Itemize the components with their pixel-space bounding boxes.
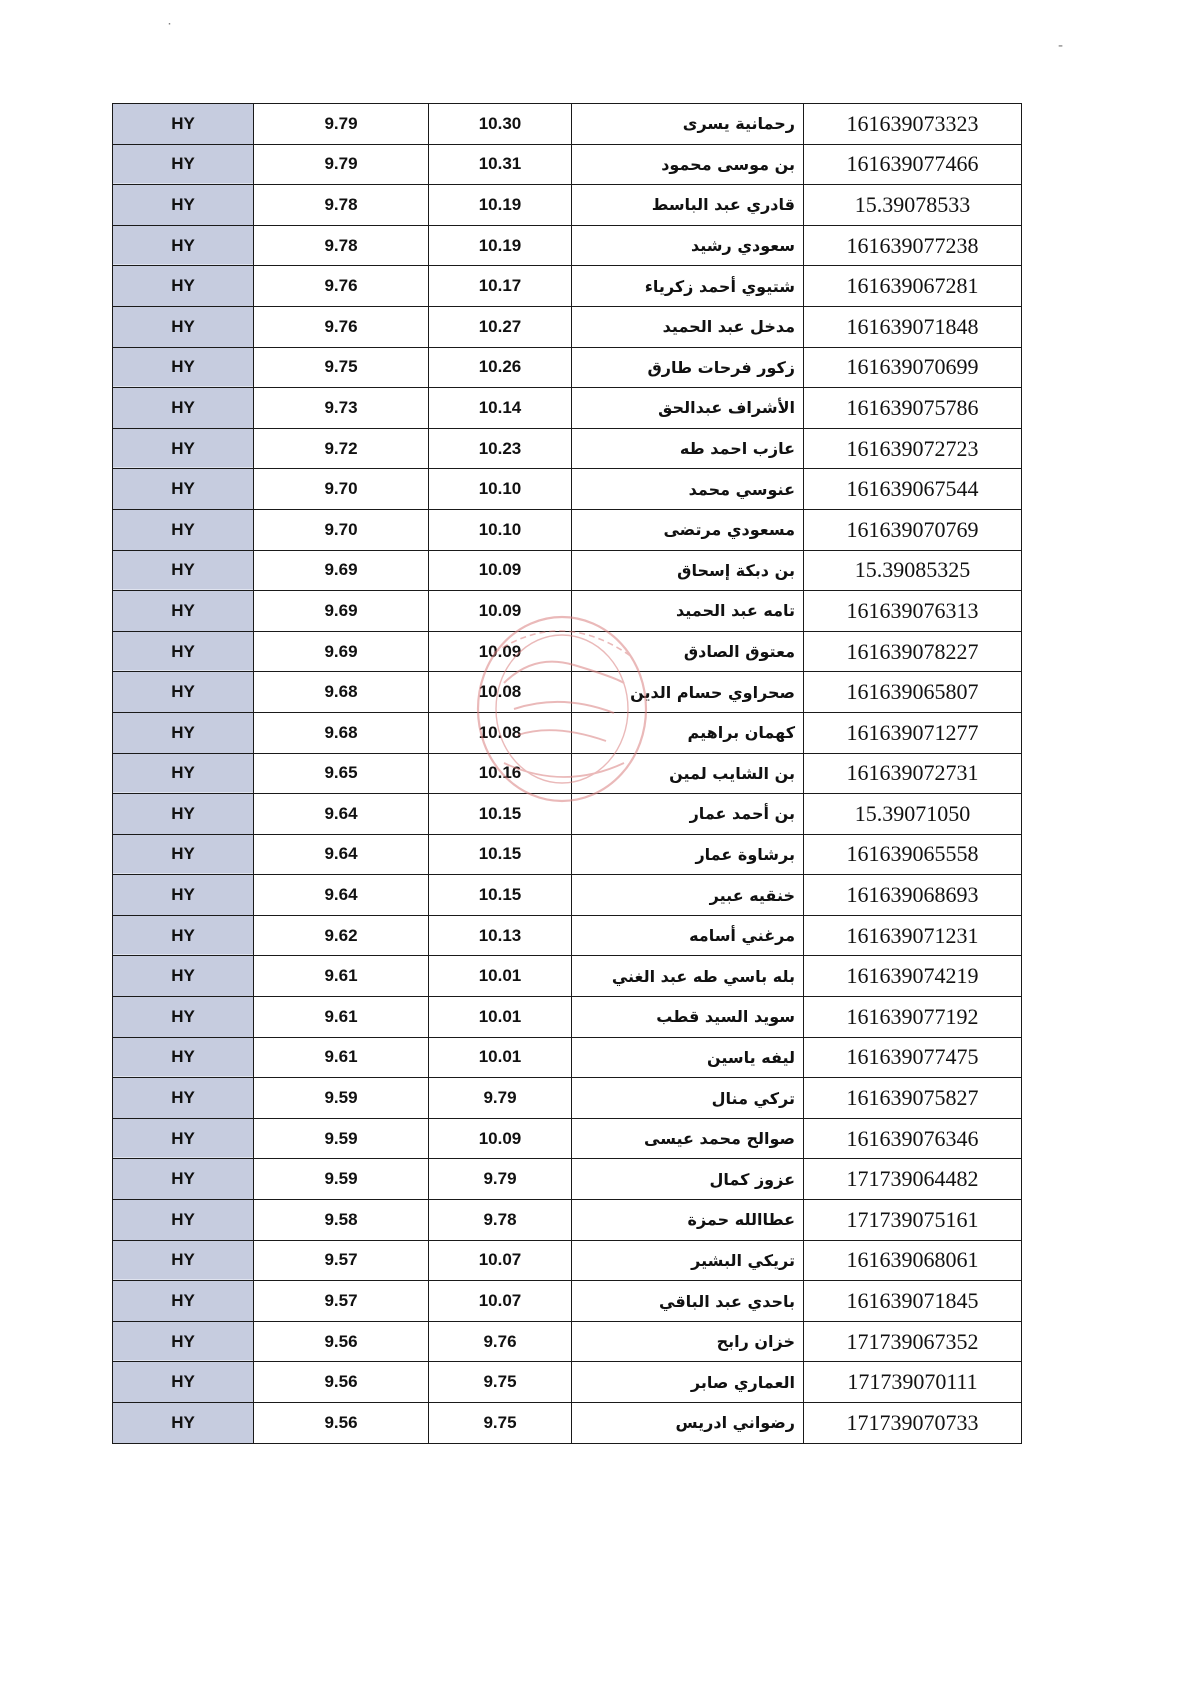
name-cell: رحمانية يسرى: [572, 104, 804, 145]
specialty-cell: HY: [113, 225, 254, 266]
id-cell: 161639072723: [804, 428, 1022, 469]
grade-1-cell: 9.59: [254, 1078, 429, 1119]
table-row: [113, 631, 1022, 672]
grade-2-cell: 10.16: [429, 753, 572, 794]
grade-2-cell: 10.07: [429, 1240, 572, 1281]
id-cell: 161639071845: [804, 1281, 1022, 1322]
id-cell: 171739064482: [804, 1159, 1022, 1200]
grade-2-cell: 10.09: [429, 1118, 572, 1159]
id-cell: 161639074219: [804, 956, 1022, 997]
id-cell: 161639073323: [804, 104, 1022, 145]
name-cell: خنقيه عبير: [572, 875, 804, 916]
name-cell: تامه عبد الحميد: [572, 591, 804, 632]
grade-1-cell: 9.59: [254, 1118, 429, 1159]
scan-mark-top: ˙: [166, 22, 173, 38]
table-row: [113, 794, 1022, 835]
grade-1-cell: 9.56: [254, 1321, 429, 1362]
id-cell: 161639068693: [804, 875, 1022, 916]
table-row: [113, 1281, 1022, 1322]
grade-2-cell: 10.08: [429, 672, 572, 713]
table-row: [113, 469, 1022, 510]
grade-2-cell: 10.01: [429, 1037, 572, 1078]
id-cell: 161639075786: [804, 388, 1022, 429]
table-row: [113, 915, 1022, 956]
grade-2-cell: 10.19: [429, 185, 572, 226]
name-cell: عازب احمد طه: [572, 428, 804, 469]
specialty-cell: HY: [113, 306, 254, 347]
name-cell: معتوق الصادق: [572, 631, 804, 672]
specialty-cell: HY: [113, 1159, 254, 1200]
specialty-cell: HY: [113, 1078, 254, 1119]
grade-2-cell: 9.79: [429, 1078, 572, 1119]
specialty-cell: HY: [113, 550, 254, 591]
specialty-cell: HY: [113, 266, 254, 307]
table-row: [113, 550, 1022, 591]
grade-1-cell: 9.59: [254, 1159, 429, 1200]
grade-2-cell: 10.14: [429, 388, 572, 429]
table-row: [113, 509, 1022, 550]
grade-2-cell: 10.13: [429, 915, 572, 956]
name-cell: بله باسي طه عبد الغني: [572, 956, 804, 997]
grade-1-cell: 9.70: [254, 469, 429, 510]
grade-2-cell: 10.26: [429, 347, 572, 388]
name-cell: برشاوة عمار: [572, 834, 804, 875]
id-cell: 161639067281: [804, 266, 1022, 307]
grade-1-cell: 9.61: [254, 1037, 429, 1078]
table-row: [113, 428, 1022, 469]
grade-2-cell: 10.01: [429, 997, 572, 1038]
id-cell: 161639065807: [804, 672, 1022, 713]
specialty-cell: HY: [113, 104, 254, 145]
name-cell: ليفه ياسين: [572, 1037, 804, 1078]
grade-2-cell: 10.07: [429, 1281, 572, 1322]
specialty-cell: HY: [113, 1281, 254, 1322]
table-row: [113, 306, 1022, 347]
id-cell: 161639071277: [804, 712, 1022, 753]
grade-1-cell: 9.57: [254, 1240, 429, 1281]
grade-2-cell: 10.09: [429, 591, 572, 632]
name-cell: عنوسي محمد: [572, 469, 804, 510]
specialty-cell: HY: [113, 1362, 254, 1403]
grade-1-cell: 9.56: [254, 1362, 429, 1403]
table-row: [113, 225, 1022, 266]
grade-2-cell: 10.10: [429, 509, 572, 550]
grade-1-cell: 9.58: [254, 1200, 429, 1241]
id-cell: 161639072731: [804, 753, 1022, 794]
grade-1-cell: 9.72: [254, 428, 429, 469]
grade-1-cell: 9.69: [254, 631, 429, 672]
id-cell: 171739070111: [804, 1362, 1022, 1403]
table-row: [113, 956, 1022, 997]
grade-1-cell: 9.79: [254, 104, 429, 145]
grade-1-cell: 9.57: [254, 1281, 429, 1322]
grade-2-cell: 10.08: [429, 712, 572, 753]
grade-2-cell: 9.75: [429, 1362, 572, 1403]
id-cell: 161639077192: [804, 997, 1022, 1038]
grade-1-cell: 9.73: [254, 388, 429, 429]
name-cell: باحدي عبد الباقي: [572, 1281, 804, 1322]
grade-1-cell: 9.68: [254, 712, 429, 753]
specialty-cell: HY: [113, 1240, 254, 1281]
grade-1-cell: 9.78: [254, 225, 429, 266]
id-cell: 15.39085325: [804, 550, 1022, 591]
name-cell: مرغني أسامه: [572, 915, 804, 956]
grade-2-cell: 10.10: [429, 469, 572, 510]
table-row: [113, 104, 1022, 145]
specialty-cell: HY: [113, 1118, 254, 1159]
name-cell: مسعودي مرتضى: [572, 509, 804, 550]
specialty-cell: HY: [113, 509, 254, 550]
grade-1-cell: 9.61: [254, 997, 429, 1038]
specialty-cell: HY: [113, 428, 254, 469]
grade-2-cell: 10.09: [429, 550, 572, 591]
name-cell: خزان رابح: [572, 1321, 804, 1362]
specialty-cell: HY: [113, 834, 254, 875]
specialty-cell: HY: [113, 1200, 254, 1241]
grade-2-cell: 10.17: [429, 266, 572, 307]
specialty-cell: HY: [113, 875, 254, 916]
name-cell: سعودي رشيد: [572, 225, 804, 266]
specialty-cell: HY: [113, 144, 254, 185]
name-cell: صوالح محمد عيسى: [572, 1118, 804, 1159]
id-cell: 15.39078533: [804, 185, 1022, 226]
grade-1-cell: 9.79: [254, 144, 429, 185]
grade-1-cell: 9.61: [254, 956, 429, 997]
id-cell: 161639071231: [804, 915, 1022, 956]
table-row: [113, 1321, 1022, 1362]
name-cell: عطاالله حمزة: [572, 1200, 804, 1241]
id-cell: 161639077466: [804, 144, 1022, 185]
id-cell: 161639075827: [804, 1078, 1022, 1119]
results-table-body: [113, 104, 1022, 1444]
id-cell: 171739075161: [804, 1200, 1022, 1241]
name-cell: بن أحمد عمار: [572, 794, 804, 835]
name-cell: تركي منال: [572, 1078, 804, 1119]
grade-1-cell: 9.76: [254, 266, 429, 307]
id-cell: 161639077238: [804, 225, 1022, 266]
table-row: [113, 753, 1022, 794]
specialty-cell: HY: [113, 915, 254, 956]
grade-2-cell: 10.09: [429, 631, 572, 672]
grade-1-cell: 9.56: [254, 1403, 429, 1444]
table-row: [113, 834, 1022, 875]
name-cell: صحراوي حسام الدين: [572, 672, 804, 713]
specialty-cell: HY: [113, 956, 254, 997]
id-cell: 161639067544: [804, 469, 1022, 510]
specialty-cell: HY: [113, 591, 254, 632]
table-row: [113, 347, 1022, 388]
table-row: [113, 388, 1022, 429]
specialty-cell: HY: [113, 1037, 254, 1078]
specialty-cell: HY: [113, 185, 254, 226]
name-cell: عزوز كمال: [572, 1159, 804, 1200]
grade-1-cell: 9.64: [254, 875, 429, 916]
grade-2-cell: 9.76: [429, 1321, 572, 1362]
grade-2-cell: 10.15: [429, 794, 572, 835]
specialty-cell: HY: [113, 997, 254, 1038]
specialty-cell: HY: [113, 347, 254, 388]
specialty-cell: HY: [113, 1321, 254, 1362]
table-row: [113, 997, 1022, 1038]
grade-1-cell: 9.75: [254, 347, 429, 388]
grade-2-cell: 9.78: [429, 1200, 572, 1241]
table-row: [113, 1078, 1022, 1119]
name-cell: رضواني ادريس: [572, 1403, 804, 1444]
id-cell: 161639071848: [804, 306, 1022, 347]
grade-2-cell: 10.27: [429, 306, 572, 347]
table-row: [113, 1037, 1022, 1078]
id-cell: 171739067352: [804, 1321, 1022, 1362]
grade-2-cell: 10.15: [429, 834, 572, 875]
table-row: [113, 185, 1022, 226]
grade-1-cell: 9.70: [254, 509, 429, 550]
table-row: [113, 1403, 1022, 1444]
specialty-cell: HY: [113, 794, 254, 835]
id-cell: 161639068061: [804, 1240, 1022, 1281]
id-cell: 161639070699: [804, 347, 1022, 388]
name-cell: بن موسى محمود: [572, 144, 804, 185]
table-row: [113, 1118, 1022, 1159]
grade-2-cell: 9.79: [429, 1159, 572, 1200]
table-row: [113, 1200, 1022, 1241]
results-table: [112, 103, 1022, 1444]
name-cell: تريكي البشير: [572, 1240, 804, 1281]
grade-2-cell: 10.19: [429, 225, 572, 266]
id-cell: 161639077475: [804, 1037, 1022, 1078]
name-cell: مدخل عبد الحميد: [572, 306, 804, 347]
grade-1-cell: 9.69: [254, 591, 429, 632]
grade-1-cell: 9.65: [254, 753, 429, 794]
specialty-cell: HY: [113, 631, 254, 672]
specialty-cell: HY: [113, 712, 254, 753]
name-cell: بن الشايب لمين: [572, 753, 804, 794]
table-row: [113, 1159, 1022, 1200]
grade-1-cell: 9.68: [254, 672, 429, 713]
name-cell: بن دبكة إسحاق: [572, 550, 804, 591]
name-cell: زكور فرحات طارق: [572, 347, 804, 388]
grade-1-cell: 9.64: [254, 794, 429, 835]
name-cell: سويد السيد قطب: [572, 997, 804, 1038]
name-cell: العماري صابر: [572, 1362, 804, 1403]
name-cell: الأشراف عبدالحق: [572, 388, 804, 429]
name-cell: قادري عبد الباسط: [572, 185, 804, 226]
table-row: [113, 875, 1022, 916]
table-row: [113, 266, 1022, 307]
name-cell: كهمان براهيم: [572, 712, 804, 753]
grade-2-cell: 10.30: [429, 104, 572, 145]
table-row: [113, 672, 1022, 713]
specialty-cell: HY: [113, 469, 254, 510]
id-cell: 15.39071050: [804, 794, 1022, 835]
id-cell: 161639076346: [804, 1118, 1022, 1159]
grade-1-cell: 9.62: [254, 915, 429, 956]
id-cell: 161639070769: [804, 509, 1022, 550]
grade-1-cell: 9.76: [254, 306, 429, 347]
specialty-cell: HY: [113, 388, 254, 429]
id-cell: 171739070733: [804, 1403, 1022, 1444]
specialty-cell: HY: [113, 753, 254, 794]
grade-2-cell: 10.01: [429, 956, 572, 997]
grade-2-cell: 10.23: [429, 428, 572, 469]
id-cell: 161639065558: [804, 834, 1022, 875]
table-row: [113, 1240, 1022, 1281]
specialty-cell: HY: [113, 672, 254, 713]
name-cell: شتيوي أحمد زكرياء: [572, 266, 804, 307]
table-row: [113, 712, 1022, 753]
grade-2-cell: 10.15: [429, 875, 572, 916]
grade-2-cell: 10.31: [429, 144, 572, 185]
grade-1-cell: 9.69: [254, 550, 429, 591]
grade-1-cell: 9.78: [254, 185, 429, 226]
scan-mark-right: -: [1058, 38, 1064, 54]
specialty-cell: HY: [113, 1403, 254, 1444]
table-row: [113, 1362, 1022, 1403]
grade-2-cell: 9.75: [429, 1403, 572, 1444]
table-row: [113, 591, 1022, 632]
id-cell: 161639076313: [804, 591, 1022, 632]
id-cell: 161639078227: [804, 631, 1022, 672]
table-row: [113, 144, 1022, 185]
grade-1-cell: 9.64: [254, 834, 429, 875]
